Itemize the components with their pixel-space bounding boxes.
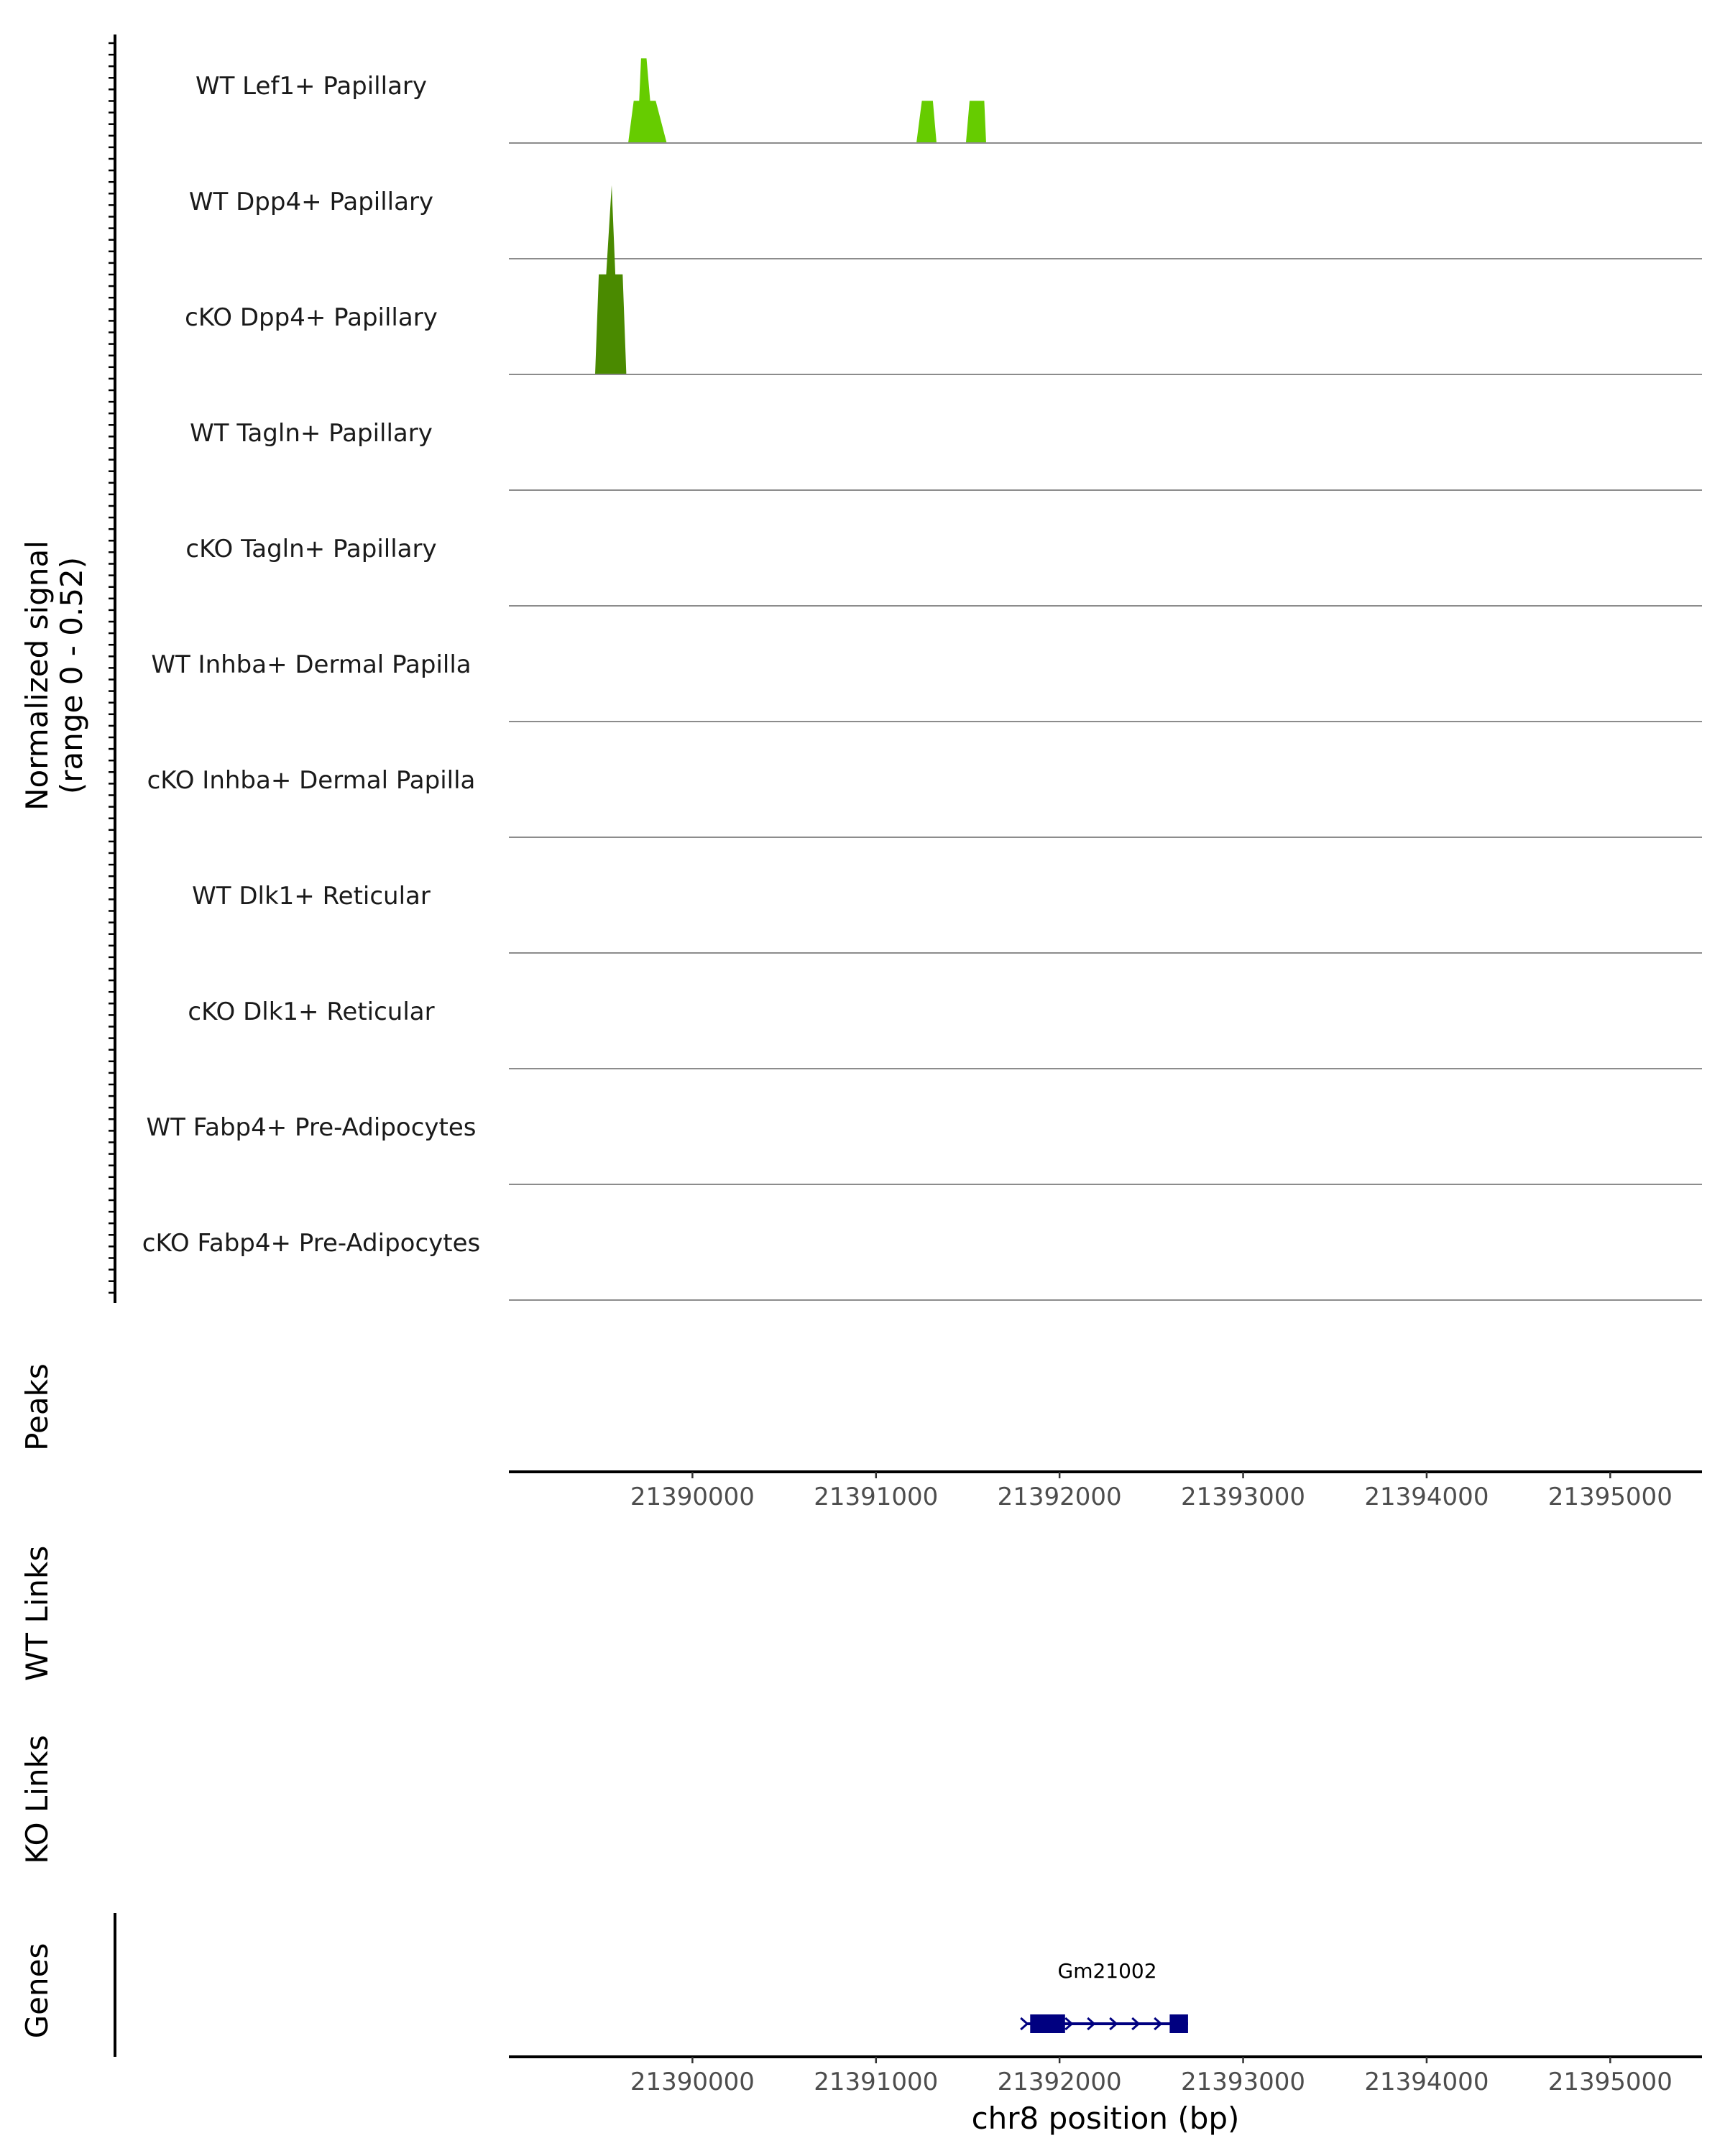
coverage-track [192,882,1702,953]
coverage-y-axis [109,34,115,1303]
x-tick-label: 21395000 [1547,1483,1673,1511]
track-label: cKO Tagln+ Papillary [185,535,437,563]
coverage-track [147,1113,1702,1184]
coverage-y-axis-label-line1: Normalized signal [19,540,55,811]
track-label: WT Tagln+ Papillary [190,419,433,448]
track-label: WT Fabp4+ Pre-Adipocytes [146,1113,477,1142]
coverage-track [151,650,1702,722]
coverage-track [142,1229,1702,1300]
gene-model [1021,1959,1188,2033]
coverage-track [185,535,1702,606]
track-label: cKO Dlk1+ Reticular [188,998,435,1026]
peaks-x-axis [509,1472,1702,1511]
ko-links-track-label: KO Links [19,1735,55,1864]
track-label: WT Dpp4+ Papillary [188,188,434,216]
strand-arrow [1021,2018,1027,2030]
gene-annotations [1021,1959,1188,2033]
x-tick-label: 21393000 [1181,2068,1306,2096]
coverage-track [189,188,1702,259]
track-label: WT Lef1+ Papillary [195,72,428,101]
x-axis-title: chr8 position (bp) [971,2101,1240,2136]
genes-track-label: Genes [19,1943,55,2039]
track-label: cKO Fabp4+ Pre-Adipocytes [142,1229,481,1258]
coverage-tracks [142,58,1702,1300]
gene-exon [1169,2014,1188,2033]
coverage-track [147,766,1702,837]
peaks-track-label: Peaks [19,1363,55,1451]
coverage-area [595,185,626,374]
x-tick-label: 21392000 [997,1483,1122,1511]
coverage-track [188,998,1702,1069]
x-tick-label: 21390000 [630,2068,755,2096]
genes-x-axis [509,2057,1702,2096]
track-label: WT Inhba+ Dermal Papilla [151,650,472,679]
x-tick-label: 21391000 [814,2068,939,2096]
track-label: WT Dlk1+ Reticular [192,882,431,911]
x-tick-label: 21395000 [1547,2068,1673,2096]
x-tick-label: 21392000 [997,2068,1122,2096]
coverage-track [196,58,1702,143]
track-label: cKO Inhba+ Dermal Papilla [147,766,476,795]
x-tick-label: 21391000 [814,1483,939,1511]
track-label: cKO Dpp4+ Papillary [185,303,438,332]
coverage-y-axis-label-line2: (range 0 - 0.52) [54,556,89,795]
gene-name-label: Gm21002 [1057,1959,1157,1983]
wt-links-track-label: WT Links [19,1545,55,1682]
coverage-track [190,419,1702,490]
coverage-area [628,58,986,143]
x-tick-label: 21390000 [630,1483,755,1511]
x-tick-label: 21394000 [1364,2068,1489,2096]
x-tick-label: 21394000 [1364,1483,1489,1511]
gene-exon [1030,2014,1065,2033]
x-tick-label: 21393000 [1181,1483,1306,1511]
